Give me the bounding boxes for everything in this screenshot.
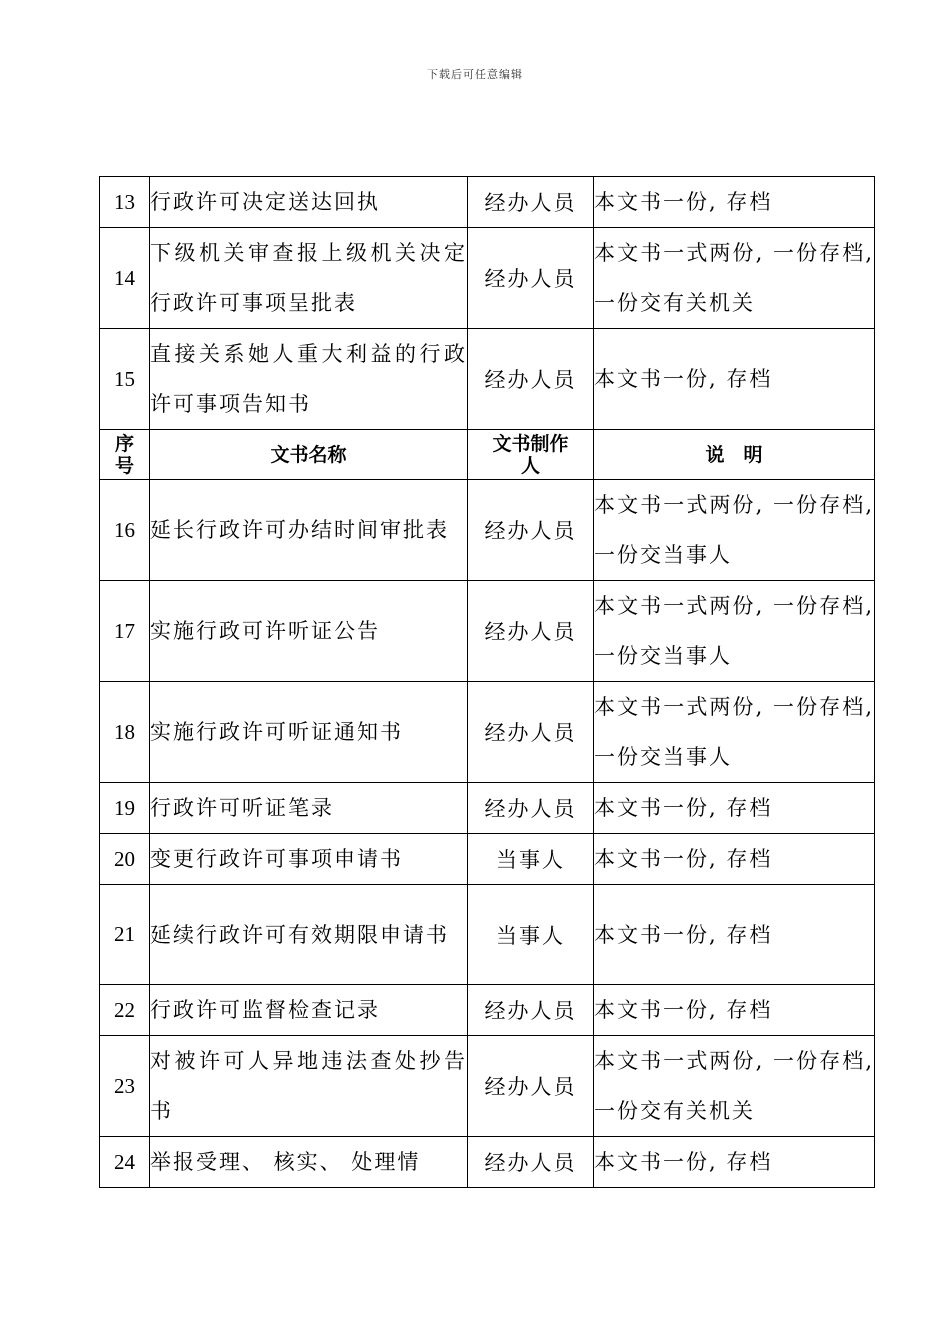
- document-name: 举报受理、 核实、 处理情: [150, 1137, 468, 1188]
- row-number: 23: [100, 1036, 150, 1137]
- row-number: 22: [100, 985, 150, 1036]
- document-note: 本文书一份, 存档: [594, 1137, 875, 1188]
- table-row: [100, 885, 875, 985]
- document-name: 实施行政可许听证公告: [150, 581, 468, 682]
- row-number: 17: [100, 581, 150, 682]
- document-name: 变更行政许可事项申请书: [150, 834, 468, 885]
- document-name: 延续行政许可有效期限申请书: [150, 885, 468, 985]
- document-maker: 经办人员: [468, 682, 594, 783]
- row-number: 21: [100, 885, 150, 985]
- document-note: 本文书一份, 存档: [594, 783, 875, 834]
- table-body-top: [100, 177, 875, 430]
- document-maker: 经办人员: [468, 1036, 594, 1137]
- table-row: [100, 480, 875, 581]
- document-maker: 经办人员: [468, 1137, 594, 1188]
- table-row: [100, 581, 875, 682]
- header-maker: 文书制作人: [468, 430, 594, 480]
- document-maker: 经办人员: [468, 480, 594, 581]
- document-maker: 当事人: [468, 885, 594, 985]
- table-row: [100, 682, 875, 783]
- document-maker: 经办人员: [468, 985, 594, 1036]
- document-note: 本文书一份, 存档: [594, 834, 875, 885]
- table-row: [100, 783, 875, 834]
- table-header: [100, 430, 875, 480]
- header-num: 序号: [100, 430, 150, 480]
- document-maker: 经办人员: [468, 329, 594, 430]
- row-number: 19: [100, 783, 150, 834]
- document-name: 直接关系她人重大利益的行政许可事项告知书: [150, 329, 468, 430]
- document-name: 行政许可监督检查记录: [150, 985, 468, 1036]
- document-name: 实施行政许可听证通知书: [150, 682, 468, 783]
- document-name: 延长行政许可办结时间审批表: [150, 480, 468, 581]
- document-note: 本文书一式两份, 一份存档, 一份交当事人: [594, 682, 875, 783]
- document-maker: 经办人员: [468, 177, 594, 228]
- document-note: 本文书一式两份, 一份存档, 一份交当事人: [594, 581, 875, 682]
- table-row: [100, 985, 875, 1036]
- document-note: 本文书一份, 存档: [594, 329, 875, 430]
- row-number: 14: [100, 228, 150, 329]
- header-name: 文书名称: [150, 430, 468, 480]
- table-row: [100, 834, 875, 885]
- header-note: 说 明: [594, 430, 875, 480]
- document-note: 本文书一份, 存档: [594, 985, 875, 1036]
- document-note: 本文书一式两份, 一份存档, 一份交有关机关: [594, 1036, 875, 1137]
- table-header-row: [100, 430, 875, 480]
- row-number: 16: [100, 480, 150, 581]
- table-row: [100, 329, 875, 430]
- document-name: 对被许可人异地违法查处抄告书: [150, 1036, 468, 1137]
- row-number: 20: [100, 834, 150, 885]
- document-note: 本文书一份, 存档: [594, 177, 875, 228]
- table-row: [100, 1137, 875, 1188]
- table-row: [100, 177, 875, 228]
- document-maker: 经办人员: [468, 228, 594, 329]
- row-number: 13: [100, 177, 150, 228]
- document-note: 本文书一式两份, 一份存档, 一份交有关机关: [594, 228, 875, 329]
- document-name: 行政许可听证笔录: [150, 783, 468, 834]
- table-row: [100, 1036, 875, 1137]
- document-maker: 经办人员: [468, 783, 594, 834]
- table-body-bottom: [100, 480, 875, 1188]
- row-number: 15: [100, 329, 150, 430]
- document-table: [99, 176, 875, 1188]
- row-number: 18: [100, 682, 150, 783]
- page-header: 下载后可任意编辑: [427, 68, 523, 81]
- document-note: 本文书一式两份, 一份存档, 一份交当事人: [594, 480, 875, 581]
- table-row: [100, 228, 875, 329]
- row-number: 24: [100, 1137, 150, 1188]
- document-maker: 当事人: [468, 834, 594, 885]
- document-note: 本文书一份, 存档: [594, 885, 875, 985]
- document-maker: 经办人员: [468, 581, 594, 682]
- document-name: 行政许可决定送达回执: [150, 177, 468, 228]
- document-name: 下级机关审查报上级机关决定行政许可事项呈批表: [150, 228, 468, 329]
